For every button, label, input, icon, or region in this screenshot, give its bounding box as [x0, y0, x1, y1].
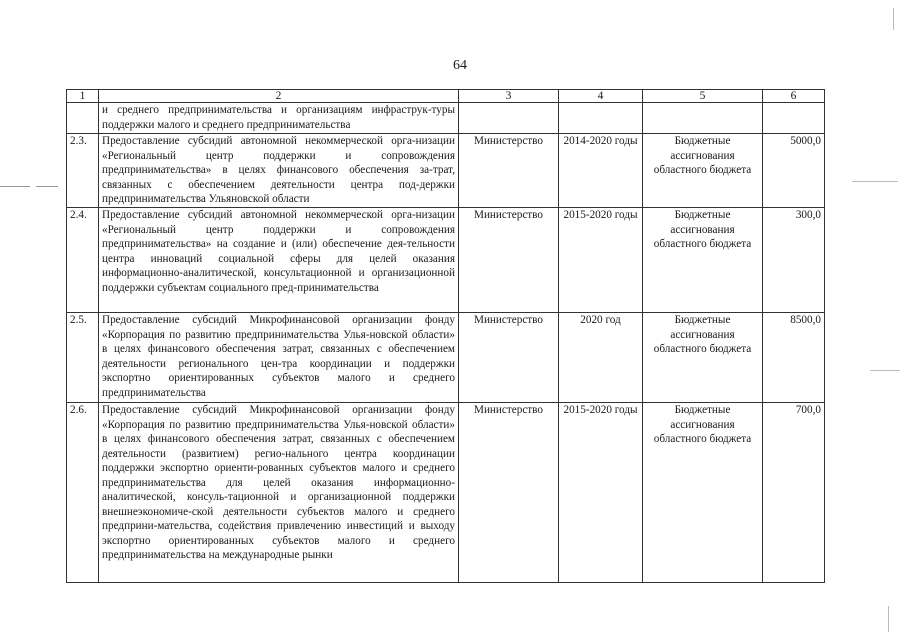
scan-mark-corner — [893, 8, 894, 30]
table-row — [67, 134, 825, 208]
row-description: Предоставление субсидий автономной некоммерческой орга-низации «Региональный центр поддержки и сопровождения предпринимательства» на создание и (или) обеспечение дея-тельности центра инноваций социальной сферы для целей оказания информационно-аналитической, консультационной и организационной поддержки субъектам социального пред-принимательства — [99, 208, 459, 313]
row-executor: Министерство — [459, 403, 559, 583]
row-amount: 700,0 — [763, 403, 825, 583]
header-col-1: 1 — [67, 90, 99, 103]
row-number: 2.6. — [67, 403, 99, 583]
row-executor — [459, 103, 559, 134]
row-source — [643, 103, 763, 134]
budget-table — [66, 89, 825, 583]
row-source: Бюджетные ассигнования областного бюджета — [643, 134, 763, 208]
row-description: Предоставление субсидий Микрофинансовой организации фонду «Корпорация по развитию предпринимательства Улья-новской области» в целях финансового обеспечения затрат, связанных с обеспечением деятельности (развитием) регио-нального центра координации поддержки экспортно ориенти-рованных субъектов малого и среднего предпринимательства для целей оказания информационно-аналитической, консуль-тационной и организационной поддержки внешнеэкономиче-ской деятельности субъектов малого и среднего предприни-мательства, содействия привлечению инвестиций и выходу экспортно ориентированных субъектов малого и среднего предпринимательства на международные рынки — [99, 403, 459, 583]
row-number: 2.3. — [67, 134, 99, 208]
header-col-2: 2 — [99, 90, 459, 103]
scan-mark-right-2 — [870, 370, 900, 371]
table-row — [67, 103, 825, 134]
row-description: Предоставление субсидий Микрофинансовой организации фонду «Корпорация по развитию предпринимательства Улья-новской области» в целях финансового обеспечения затрат, связанных с обеспечением деятельности регионального цен-тра координации и поддержки экспортно ориентированных субъектов малого и среднего предпринимательства — [99, 313, 459, 403]
header-col-4: 4 — [559, 90, 643, 103]
scan-mark-corner-2 — [888, 606, 889, 632]
table-row — [67, 313, 825, 403]
scan-mark-left — [0, 186, 30, 187]
row-amount: 5000,0 — [763, 134, 825, 208]
row-description: и среднего предпринимательства и организациям инфраструк-туры поддержки малого и среднего предпринимательства — [99, 103, 459, 134]
scan-mark-left-2 — [36, 186, 58, 187]
row-number: 2.4. — [67, 208, 99, 313]
row-executor: Министерство — [459, 134, 559, 208]
row-executor: Министерство — [459, 313, 559, 403]
header-col-6: 6 — [763, 90, 825, 103]
row-number: 2.5. — [67, 313, 99, 403]
table-row — [67, 403, 825, 583]
row-executor: Министерство — [459, 208, 559, 313]
row-years: 2015-2020 годы — [559, 208, 643, 313]
row-years: 2014-2020 годы — [559, 134, 643, 208]
row-years — [559, 103, 643, 134]
row-amount: 8500,0 — [763, 313, 825, 403]
row-source: Бюджетные ассигнования областного бюджета — [643, 313, 763, 403]
scan-mark-right — [852, 181, 898, 182]
page-number: 64 — [453, 58, 467, 73]
header-col-3: 3 — [459, 90, 559, 103]
row-source: Бюджетные ассигнования областного бюджета — [643, 403, 763, 583]
row-amount — [763, 103, 825, 134]
row-description: Предоставление субсидий автономной некоммерческой орга-низации «Региональный центр поддержки и сопровождения предпринимательства» в целях финансового обеспечения за-трат, связанных с обеспечением деятельности центра под-держки предпринимательства Ульяновской области — [99, 134, 459, 208]
row-number — [67, 103, 99, 134]
header-col-5: 5 — [643, 90, 763, 103]
table-row — [67, 208, 825, 313]
row-amount: 300,0 — [763, 208, 825, 313]
row-source: Бюджетные ассигнования областного бюджета — [643, 208, 763, 313]
row-years: 2020 год — [559, 313, 643, 403]
row-years: 2015-2020 годы — [559, 403, 643, 583]
table-header-row — [67, 90, 825, 103]
